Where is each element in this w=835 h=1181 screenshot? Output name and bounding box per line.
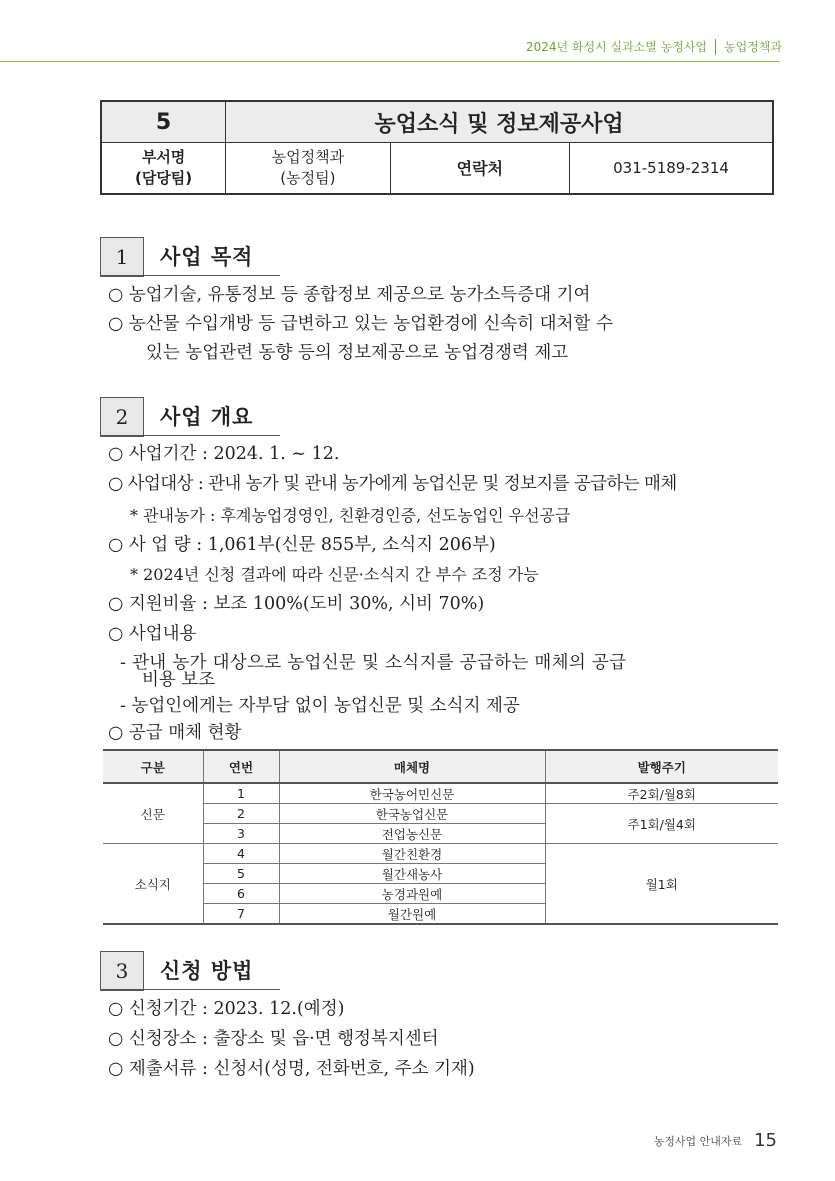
section-underline [100, 989, 280, 990]
section-number: 3 [100, 951, 144, 991]
row-number: 5 [203, 864, 279, 884]
overview-item: ○ 사업대상 : 관내 농가 및 관내 농가에게 농업신문 및 정보지를 공급하는 매체 [108, 474, 677, 494]
project-info-table [100, 100, 774, 195]
project-title: 농업소식 및 정보제공사업 [226, 101, 773, 143]
section-underline [100, 275, 280, 276]
section-number: 1 [100, 237, 144, 277]
dept-value-line2: (농정팀) [280, 169, 336, 187]
page-number: 15 [754, 1130, 777, 1151]
overview-subitem-continued: 비용 보조 [142, 670, 216, 690]
purpose-item-continued: 있는 농업관련 동향 등의 정보제공으로 농업경쟁력 제고 [146, 343, 569, 363]
row-number: 3 [203, 824, 279, 844]
table-header: 발행주기 [545, 750, 778, 783]
application-item: ○ 제출서류 : 신청서(성명, 전화번호, 주소 기재) [108, 1059, 475, 1079]
table-row [103, 844, 778, 864]
publish-cycle: 주1회/월4회 [545, 804, 778, 844]
overview-subitem: - 관내 농가 대상으로 농업신문 및 소식지를 공급하는 매체의 공급 [120, 653, 627, 673]
section-number: 2 [100, 397, 144, 437]
contact-value: 031-5189-2314 [570, 143, 773, 195]
section-title: 사업 목적 [160, 245, 254, 269]
page-footer [654, 1130, 777, 1151]
dept-value-line1: 농업정책과 [271, 148, 345, 166]
publish-cycle: 주2회/월8회 [545, 783, 778, 804]
section-heading-2 [100, 397, 400, 437]
purpose-item: ○ 농업기술, 유통정보 등 종합정보 제공으로 농가소득증대 기여 [108, 285, 591, 305]
table-row [103, 783, 778, 804]
media-name: 월간원예 [279, 904, 545, 925]
dept-label [101, 143, 226, 195]
application-item: ○ 신청기간 : 2023. 12.(예정) [108, 999, 345, 1019]
table-header: 연번 [203, 750, 279, 783]
section-title: 사업 개요 [160, 405, 254, 429]
overview-item: ○ 공급 매체 현황 [108, 723, 242, 743]
project-number: 5 [101, 101, 226, 143]
overview-note: * 관내농가 : 후계농업경영인, 친환경인증, 선도농업인 우선공급 [130, 506, 571, 525]
media-name: 한국농어민신문 [279, 783, 545, 804]
purpose-item: ○ 농산물 수입개방 등 급변하고 있는 농업환경에 신속히 대처할 수 [108, 314, 613, 334]
media-name: 월간친환경 [279, 844, 545, 864]
dept-label-line1: 부서명 [141, 148, 186, 166]
group-cell: 신문 [103, 783, 203, 844]
table-row [103, 804, 778, 824]
publish-cycle: 월1회 [545, 844, 778, 925]
header-rule [0, 61, 780, 62]
dept-value [226, 143, 390, 195]
section-underline [100, 435, 280, 436]
group-cell: 소식지 [103, 844, 203, 925]
overview-item: ○ 사 업 량 : 1,061부(신문 855부, 소식지 206부) [108, 535, 496, 555]
header-divider [715, 39, 716, 55]
row-number: 2 [203, 804, 279, 824]
overview-item: ○ 사업기간 : 2024. 1. ~ 12. [108, 444, 340, 464]
overview-subitem: - 농업인에게는 자부담 없이 농업신문 및 소식지 제공 [120, 696, 520, 716]
footer-label: 농정사업 안내자료 [653, 1134, 743, 1148]
section-heading-1 [100, 237, 400, 277]
row-number: 6 [203, 884, 279, 904]
table-header: 구분 [103, 750, 203, 783]
media-name: 전업농신문 [279, 824, 545, 844]
overview-item: ○ 사업내용 [108, 624, 197, 644]
running-header [526, 38, 782, 55]
table-header: 매체명 [279, 750, 545, 783]
row-number: 4 [203, 844, 279, 864]
media-name: 농경과원예 [279, 884, 545, 904]
application-item: ○ 신청장소 : 출장소 및 읍·면 행정복지센터 [108, 1029, 439, 1049]
media-table [103, 749, 778, 925]
header-title: 2024년 화성시 실과소별 농정사업 [525, 40, 708, 54]
media-name: 월간새농사 [279, 864, 545, 884]
row-number: 1 [203, 783, 279, 804]
section-heading-3 [100, 951, 400, 991]
contact-label: 연락처 [390, 143, 569, 195]
header-department: 농업정책과 [724, 40, 782, 54]
media-name: 한국농업신문 [279, 804, 545, 824]
section-title: 신청 방법 [160, 959, 254, 983]
dept-label-line2: (담당팀) [134, 169, 193, 187]
overview-item: ○ 지원비율 : 보조 100%(도비 30%, 시비 70%) [108, 594, 485, 614]
row-number: 7 [203, 904, 279, 925]
overview-note: * 2024년 신청 결과에 따라 신문·소식지 간 부수 조정 가능 [130, 565, 539, 584]
